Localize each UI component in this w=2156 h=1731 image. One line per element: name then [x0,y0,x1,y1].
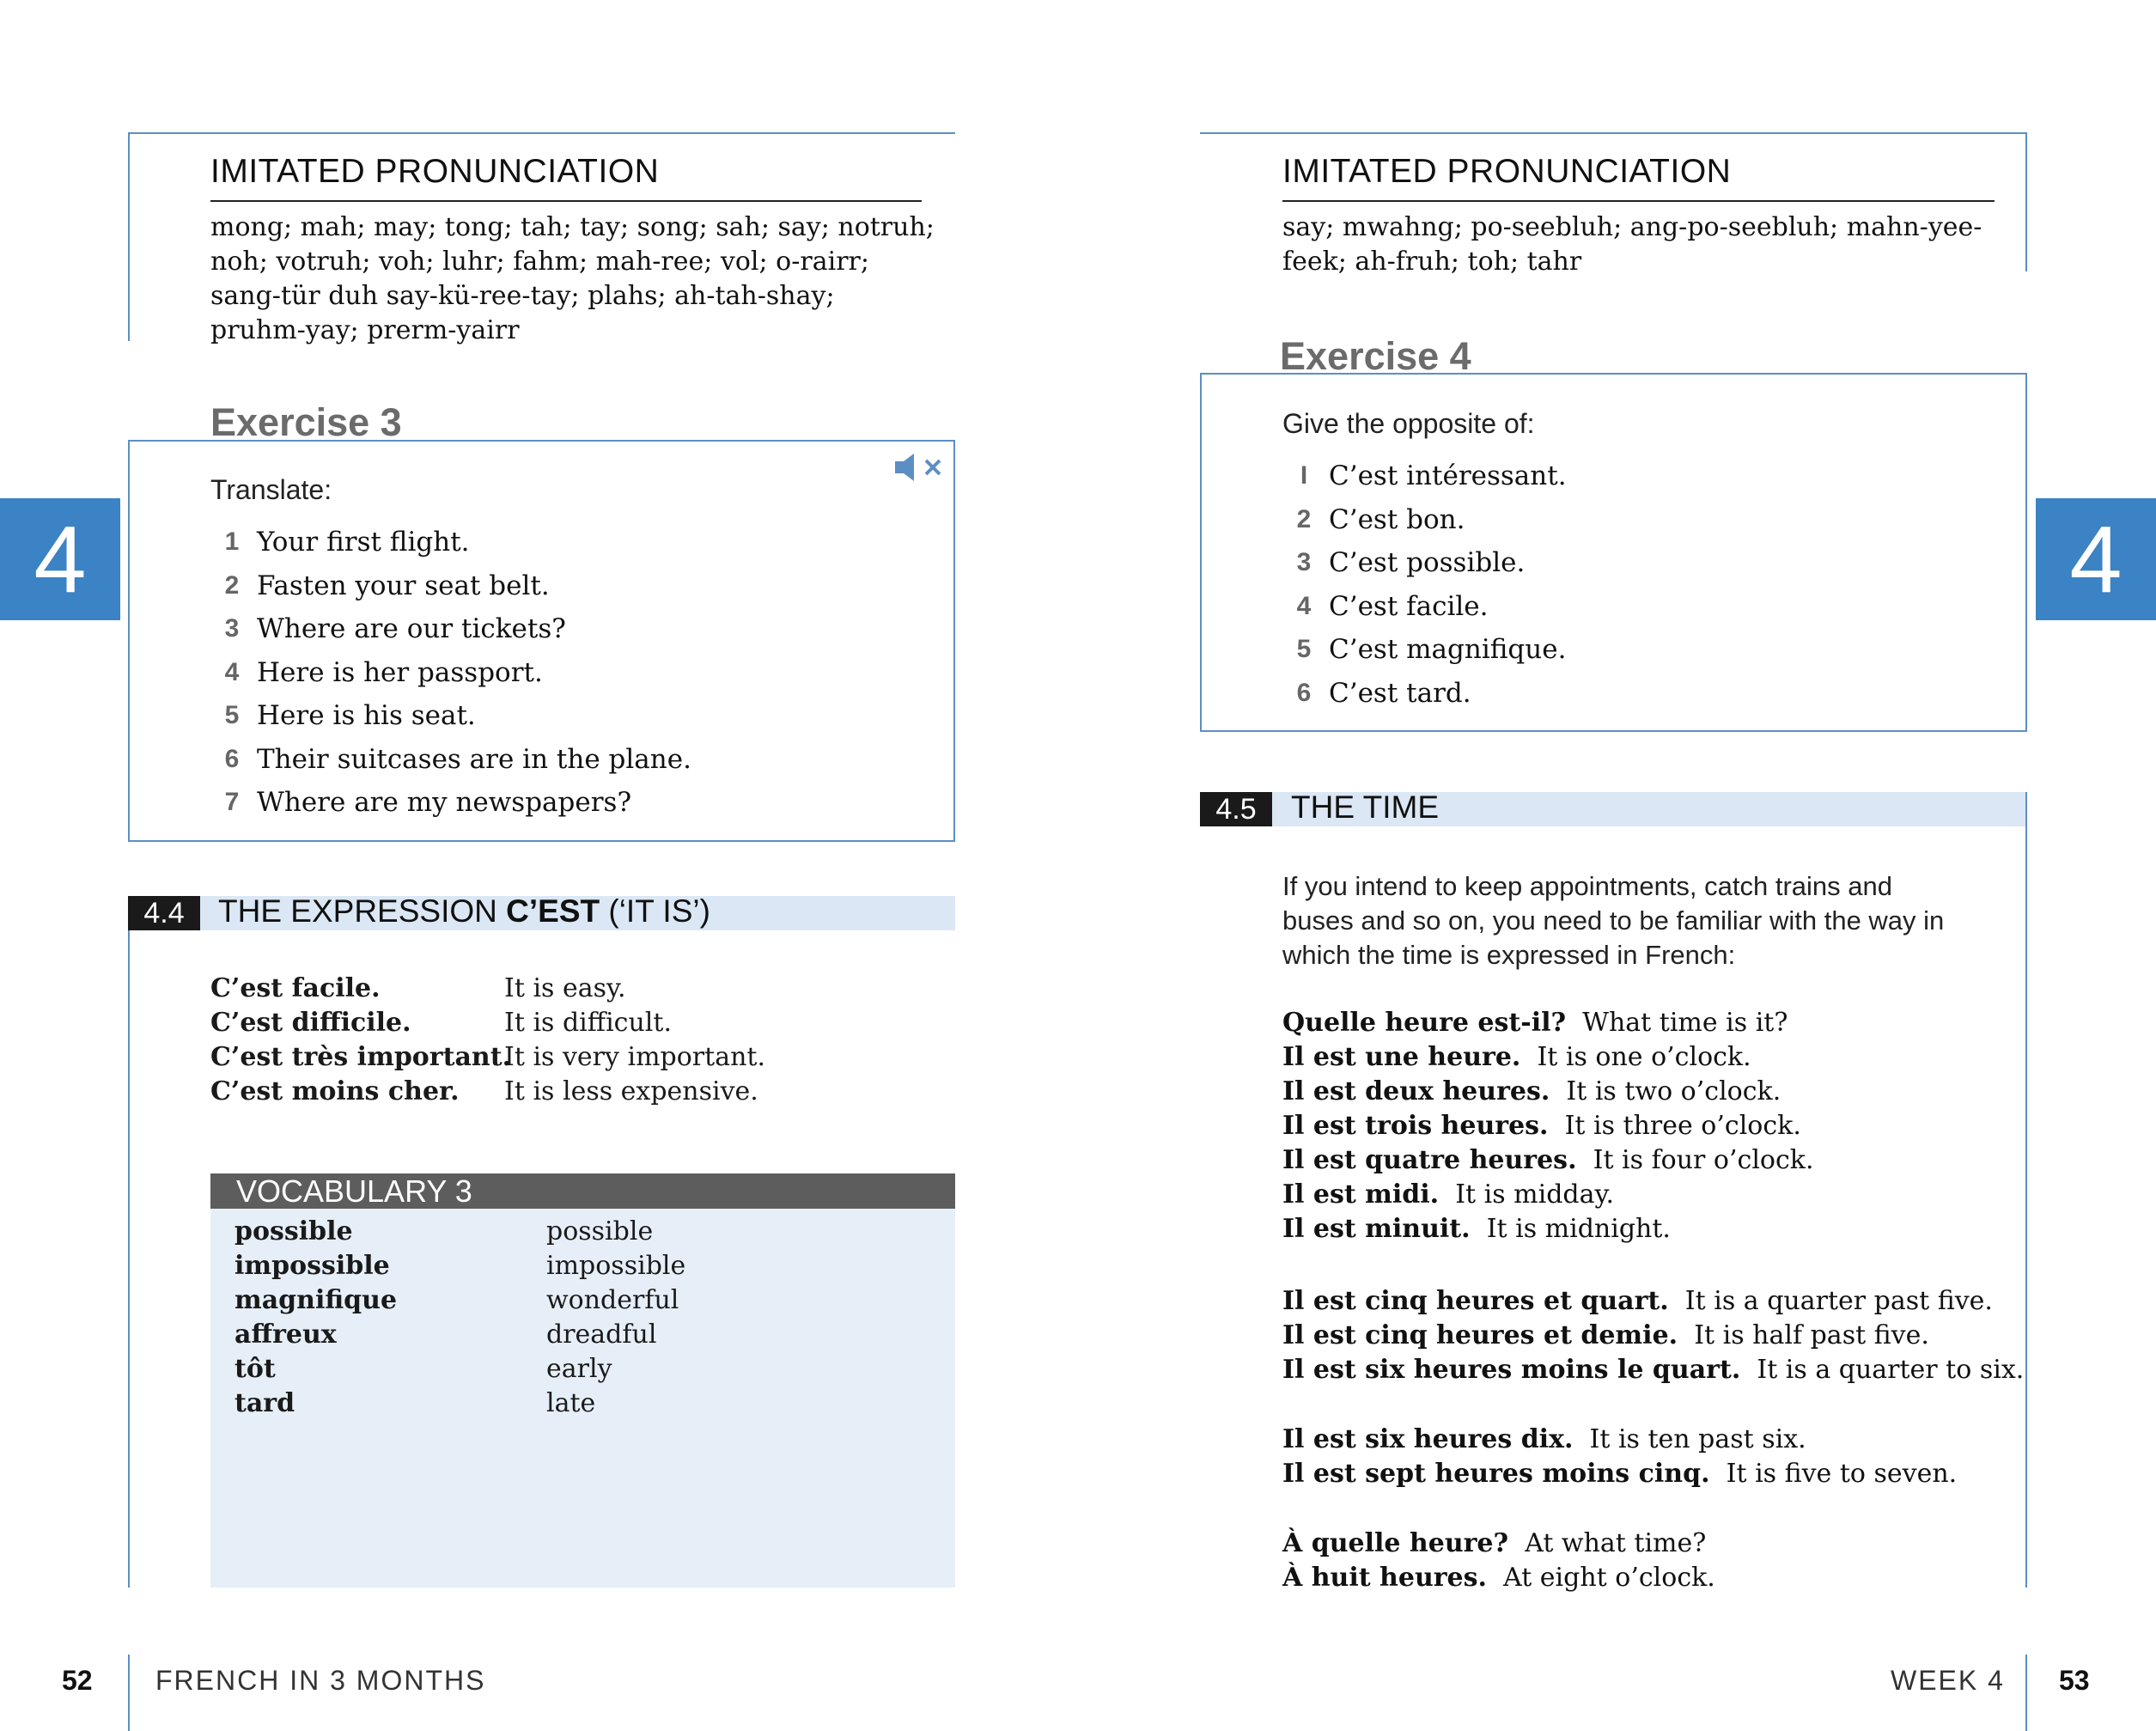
time-en: It is four o’clock. [1593,1145,1814,1175]
time-en: At eight o’clock. [1503,1563,1715,1593]
time-row [1282,1563,1715,1593]
item-number: 5 [224,701,240,730]
chapter-tab-right[interactable]: 4 [2036,498,2156,620]
section44-title [218,893,710,929]
time-fr: À huit heures. [1282,1563,1487,1593]
expression-row-en [504,973,626,1003]
expression-row-en [504,1076,758,1106]
expression-row-en [504,1042,765,1072]
vocab-en: late [546,1388,596,1418]
time-row [1282,1424,1806,1454]
item-text: C’est magnifique. [1329,634,1567,666]
expression-en: It is easy. [504,973,626,1003]
time-row [1282,1320,1929,1350]
item-number: 2 [1296,504,1312,533]
expression-row-en [504,1008,672,1038]
time-fr: Il est deux heures. [1282,1076,1550,1106]
item-number: 2 [224,570,240,600]
vocab-en: possible [546,1216,654,1246]
expression-row [210,1008,411,1038]
right-pron-rule [1282,200,1995,202]
week-label-footer: WEEK 4 [1891,1665,2005,1696]
expression-fr: C’est difficile. [210,1008,411,1038]
time-fr: Il est six heures moins le quart. [1282,1355,1741,1385]
list-item [207,521,691,564]
time-row [1282,1042,1751,1072]
section45-number: 4.5 [1200,792,1272,826]
expression-row [210,1076,460,1106]
left-pron-box-top [128,132,955,134]
vocabulary-title: VOCABULARY 3 [210,1173,955,1209]
expression-fr: C’est moins cher. [210,1076,460,1106]
time-fr: Il est trois heures. [1282,1111,1549,1141]
item-text: Here is her passport. [257,656,543,688]
item-text: C’est intéressant. [1329,460,1567,492]
time-en: It is half past five. [1694,1320,1929,1350]
time-fr: À quelle heure? [1282,1528,1509,1558]
section45-title: THE TIME [1291,789,1439,825]
item-number: 3 [1296,548,1312,577]
list-item [207,694,691,738]
right-pron-box-right [2025,132,2027,271]
time-en: It is ten past six. [1589,1424,1806,1454]
time-fr: Il est quatre heures. [1282,1145,1577,1175]
item-text: C’est tard. [1329,677,1471,709]
vocab-fr: tôt [234,1354,276,1384]
list-item [1279,585,1567,629]
exercise4-instruction: Give the opposite of: [1282,408,1535,439]
time-row [1282,1286,1993,1316]
time-fr: Il est sept heures moins cinq. [1282,1459,1710,1489]
speaker-muted-icon[interactable] [893,452,947,483]
list-item [1279,672,1567,716]
list-item [207,564,691,608]
section44-title-bold: C’EST [506,893,600,929]
time-fr: Il est cinq heures et quart. [1282,1286,1669,1316]
time-en: It is three o’clock. [1564,1111,1801,1141]
item-number: I [1300,461,1308,491]
right-page-rule [2025,792,2027,1588]
left-pron-line: pruhm-yay; prerm-yairr [210,315,520,345]
expression-en: It is less expensive. [504,1076,758,1106]
right-pron-title: IMITATED PRONUNCIATION [1282,153,1732,190]
vocab-fr: tard [234,1388,295,1418]
item-text: Their suitcases are in the plane. [257,743,691,775]
time-en: It is midnight. [1486,1214,1671,1244]
exercise4-list [1279,454,1567,715]
time-en: What time is it? [1582,1008,1788,1038]
expression-en: It is very important. [504,1042,765,1072]
exercise3-heading: Exercise 3 [210,400,402,444]
time-en: It is midday. [1455,1179,1614,1210]
item-number: 4 [1296,591,1312,620]
item-number: 5 [1296,635,1312,664]
time-fr: Il est une heure. [1282,1042,1521,1072]
list-item [207,781,691,825]
vocab-fr: affreux [234,1320,337,1350]
section44-number: 4.4 [128,896,200,930]
left-pron-text [210,210,935,348]
item-number: 6 [224,744,240,773]
section44-title-pre: THE EXPRESSION [218,893,507,929]
item-text: Fasten your seat belt. [257,570,550,601]
intro-line: which the time is expressed in French: [1282,940,1736,970]
left-pron-line: sang-tür duh say-kü-ree-tay; plahs; ah-tah-shay; [210,281,835,311]
time-row [1282,1179,1614,1210]
time-row [1282,1459,1957,1489]
vocab-en: dreadful [546,1320,657,1350]
left-pron-title: IMITATED PRONUNCIATION [210,153,660,190]
time-row [1282,1355,2024,1385]
list-item [1279,498,1567,542]
expression-en: It is difficult. [504,1008,672,1038]
list-item [207,738,691,782]
book-title-footer: FRENCH IN 3 MONTHS [155,1665,486,1696]
right-pron-line: feek; ah-fruh; toh; tahr [1282,247,1582,277]
intro-line: If you intend to keep appointments, catch trains and [1282,871,1893,901]
right-pron-box-top [1200,132,2027,134]
list-item [207,651,691,695]
vocab-fr: possible [234,1216,353,1246]
intro-line: buses and so on, you need to be familiar with the way in [1282,905,1945,936]
time-fr: Quelle heure est-il? [1282,1008,1567,1038]
time-fr: Il est cinq heures et demie. [1282,1320,1678,1350]
expression-fr: C’est facile. [210,973,381,1003]
time-en: It is one o’clock. [1537,1042,1751,1072]
item-text: C’est facile. [1329,590,1489,622]
exercise3-instruction: Translate: [210,474,332,505]
vocab-fr: magnifique [234,1285,398,1315]
time-row [1282,1076,1781,1106]
exercise4-heading: Exercise 4 [1280,334,1471,378]
time-row [1282,1111,1801,1141]
time-en: At what time? [1525,1528,1707,1558]
right-pron-text [1282,210,1982,279]
item-text: Here is his seat. [257,700,476,732]
exercise3-list [207,521,691,825]
right-pron-line: say; mwahng; po-seebluh; ang-po-seebluh; mahn-yee- [1282,212,1982,242]
item-number: 4 [224,657,240,686]
vocab-en: impossible [546,1251,686,1281]
time-fr: Il est six heures dix. [1282,1424,1574,1454]
item-number: 1 [224,527,240,557]
time-fr: Il est midi. [1282,1179,1440,1210]
chapter-tab-left[interactable]: 4 [0,498,120,620]
left-footer-rule [128,1655,130,1731]
expression-row [210,973,381,1003]
time-row [1282,1214,1671,1244]
list-item [1279,541,1567,585]
left-pron-line: mong; mah; may; tong; tah; tay; song; sah; say; notruh; [210,212,935,242]
vocab-fr: impossible [234,1251,390,1281]
page-number-right: 53 [2059,1665,2090,1696]
list-item [1279,628,1567,672]
item-text: Where are my newspapers? [257,787,632,819]
left-pron-line: noh; votruh; voh; luhr; fahm; mah-ree; vol; o-rairr; [210,247,869,277]
left-pron-rule [210,200,922,202]
section45-intro [1282,869,1944,972]
list-item [1279,454,1567,498]
list-item [207,607,691,651]
time-row [1282,1145,1814,1175]
time-en: It is two o’clock. [1566,1076,1781,1106]
left-page-rule [128,930,130,1588]
vocab-en: wonderful [546,1285,679,1315]
expression-fr: C’est très important. [210,1042,512,1072]
time-en: It is a quarter past five. [1684,1286,1993,1316]
time-en: It is five to seven. [1726,1459,1958,1489]
section44-title-post: (‘IT IS’) [600,893,710,929]
time-row [1282,1528,1706,1558]
time-row [1282,1008,1788,1038]
time-fr: Il est minuit. [1282,1214,1471,1244]
left-pron-box-left [128,132,130,341]
right-footer-rule [2025,1655,2027,1731]
item-number: 6 [1296,678,1312,707]
item-number: 3 [224,614,240,643]
time-en: It is a quarter to six. [1757,1355,2025,1385]
expression-row [210,1042,511,1072]
item-text: C’est possible. [1329,547,1526,579]
item-text: C’est bon. [1329,503,1465,535]
vocab-en: early [546,1354,612,1384]
item-number: 7 [224,788,240,817]
item-text: Where are our tickets? [257,613,566,645]
page-number-left: 52 [62,1665,93,1696]
item-text: Your first flight. [257,527,470,558]
